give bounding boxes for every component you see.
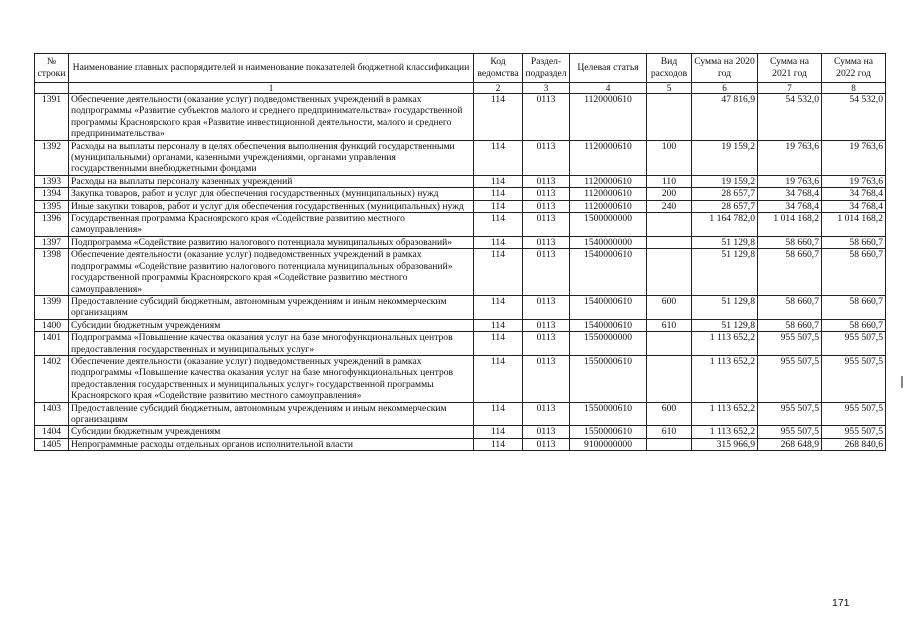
row-number-cell: 1398 [35,249,69,296]
column-number: 5 [647,83,692,94]
sum-2020-cell: 51 129,8 [692,249,758,296]
row-name-cell: Субсидии бюджетным учреждениям [69,426,474,438]
target-article-cell: 1120000610 [570,94,647,141]
header-department-code: Код ведомства [474,54,523,83]
target-article-cell: 9100000000 [570,438,647,450]
section-cell: 0113 [523,319,570,331]
row-name-cell: Непрограммные расходы отдельных органов исполнительной власти [69,438,474,450]
expense-type-cell: 110 [647,175,692,187]
target-article-cell: 1540000000 [570,236,647,248]
section-cell: 0113 [523,200,570,212]
sum-2021-cell: 955 507,5 [758,332,822,356]
sum-2022-cell: 58 660,7 [822,295,886,319]
sum-2021-cell: 54 532,0 [758,94,822,141]
row-name-cell: Обеспечение деятельности (оказание услуг) подведомственных учреждений в рамках подпрограммы «Развитие субъектов малого и среднего предпринимательства» государственной программы Красноярского края «Развитие инвестиционной деятельности, малого и среднего предпринимательства» [69,94,474,141]
department-code-cell: 114 [474,213,523,237]
target-article-cell: 1120000610 [570,175,647,187]
expense-type-cell [647,249,692,296]
column-number: 6 [692,83,758,94]
target-article-cell: 1540000610 [570,295,647,319]
budget-table [34,53,886,451]
table-header-row [35,54,886,83]
sum-2022-cell: 19 763,6 [822,175,886,187]
expense-type-cell [647,355,692,402]
section-cell: 0113 [523,332,570,356]
sum-2022-cell: 955 507,5 [822,402,886,426]
sum-2020-cell: 1 164 782,0 [692,213,758,237]
section-cell: 0113 [523,236,570,248]
section-cell: 0113 [523,94,570,141]
row-name-cell: Государственная программа Красноярского края «Содействие развитию местного самоуправления» [69,213,474,237]
sum-2022-cell: 1 014 168,2 [822,213,886,237]
sum-2022-cell: 54 532,0 [822,94,886,141]
target-article-cell: 1550000000 [570,332,647,356]
row-name-cell: Расходы на выплаты персоналу в целях обеспечения выполнения функций государственными (муниципальными) органами, казенными учреждениями, органами управления государственными внебюджетными фондами [69,140,474,175]
table-row [35,140,886,175]
header-name: Наименование главных распорядителей и наименование показателей бюджетной классификации [69,54,474,83]
header-expense-type: Вид расходов [647,54,692,83]
table-row [35,236,886,248]
department-code-cell: 114 [474,140,523,175]
row-number-cell: 1401 [35,332,69,356]
sum-2020-cell: 51 129,8 [692,319,758,331]
row-number-cell: 1404 [35,426,69,438]
header-sum-2021: Сумма на 2021 год [758,54,822,83]
target-article-cell: 1550000610 [570,426,647,438]
sum-2020-cell: 19 159,2 [692,175,758,187]
row-name-cell: Обеспечение деятельности (оказание услуг) подведомственных учреждений в рамках подпрограммы «Содействие развитию налогового потенциала муниципальных образований» государственной программы Красноярского края «Содействие развитию местного самоуправления» [69,249,474,296]
expense-type-cell: 600 [647,295,692,319]
table-row [35,332,886,356]
section-cell: 0113 [523,438,570,450]
row-name-cell: Расходы на выплаты персоналу казенных учреждений [69,175,474,187]
sum-2022-cell: 268 840,6 [822,438,886,450]
table-row [35,175,886,187]
table-row [35,355,886,402]
department-code-cell: 114 [474,236,523,248]
row-number-cell: 1400 [35,319,69,331]
department-code-cell: 114 [474,175,523,187]
sum-2021-cell: 1 014 168,2 [758,213,822,237]
row-number-cell: 1394 [35,188,69,200]
row-name-cell: Субсидии бюджетным учреждениям [69,319,474,331]
sum-2022-cell: 58 660,7 [822,319,886,331]
row-number-cell: 1396 [35,213,69,237]
row-number-cell: 1399 [35,295,69,319]
sum-2020-cell: 1 113 652,2 [692,355,758,402]
section-cell: 0113 [523,355,570,402]
table-row [35,200,886,212]
section-cell: 0113 [523,402,570,426]
header-sum-2022: Сумма на 2022 год [822,54,886,83]
section-cell: 0113 [523,175,570,187]
section-cell: 0113 [523,426,570,438]
department-code-cell: 114 [474,200,523,212]
table-row [35,295,886,319]
row-name-cell: Закупка товаров, работ и услуг для обеспечения государственных (муниципальных) нужд [69,188,474,200]
header-section: Раздел-подраздел [523,54,570,83]
sum-2022-cell: 955 507,5 [822,332,886,356]
expense-type-cell: 100 [647,140,692,175]
target-article-cell: 1120000610 [570,188,647,200]
sum-2021-cell: 58 660,7 [758,295,822,319]
sum-2021-cell: 58 660,7 [758,319,822,331]
row-number-cell: 1393 [35,175,69,187]
expense-type-cell: 610 [647,319,692,331]
header-row-number: № строки [35,54,69,83]
header-sum-2020: Сумма на 2020 год [692,54,758,83]
expense-type-cell: 240 [647,200,692,212]
expense-type-cell: 600 [647,402,692,426]
table-row [35,438,886,450]
section-cell: 0113 [523,140,570,175]
sum-2020-cell: 28 657,7 [692,200,758,212]
sum-2021-cell: 955 507,5 [758,402,822,426]
expense-type-cell: 200 [647,188,692,200]
target-article-cell: 1120000610 [570,200,647,212]
section-cell: 0113 [523,295,570,319]
department-code-cell: 114 [474,426,523,438]
sum-2022-cell: 58 660,7 [822,236,886,248]
row-number-cell: 1402 [35,355,69,402]
row-name-cell: Подпрограмма «Повышение качества оказания услуг на базе многофункциональных центров предоставления государственных и муниципальных услуг» [69,332,474,356]
section-cell: 0113 [523,213,570,237]
sum-2022-cell: 34 768,4 [822,200,886,212]
page-number: 171 [832,597,850,609]
sum-2021-cell: 19 763,6 [758,140,822,175]
table-row [35,249,886,296]
header-target-article: Целевая статья [570,54,647,83]
column-number: 8 [822,83,886,94]
sum-2021-cell: 34 768,4 [758,188,822,200]
table-body [35,94,886,451]
sum-2020-cell: 51 129,8 [692,236,758,248]
expense-type-cell [647,94,692,141]
sum-2022-cell: 19 763,6 [822,140,886,175]
target-article-cell: 1550000610 [570,402,647,426]
target-article-cell: 1540000610 [570,319,647,331]
expense-type-cell [647,213,692,237]
target-article-cell: 1540000610 [570,249,647,296]
sum-2022-cell: 955 507,5 [822,426,886,438]
target-article-cell: 1550000610 [570,355,647,402]
row-number-cell: 1391 [35,94,69,141]
row-number-cell: 1395 [35,200,69,212]
department-code-cell: 114 [474,249,523,296]
department-code-cell: 114 [474,355,523,402]
department-code-cell: 114 [474,332,523,356]
section-cell: 0113 [523,249,570,296]
sum-2021-cell: 19 763,6 [758,175,822,187]
scan-artifact [901,376,903,388]
sum-2020-cell: 1 113 652,2 [692,332,758,356]
row-name-cell: Иные закупки товаров, работ и услуг для обеспечения государственных (муниципальных) нужд [69,200,474,212]
sum-2021-cell: 58 660,7 [758,236,822,248]
row-number-cell: 1405 [35,438,69,450]
department-code-cell: 114 [474,438,523,450]
table-row [35,188,886,200]
row-number-cell: 1397 [35,236,69,248]
row-name-cell: Предоставление субсидий бюджетным, автономным учреждениям и иным некоммерческим организациям [69,402,474,426]
department-code-cell: 114 [474,402,523,426]
sum-2021-cell: 58 660,7 [758,249,822,296]
target-article-cell: 1500000000 [570,213,647,237]
column-number: 2 [474,83,523,94]
sum-2020-cell: 1 113 652,2 [692,426,758,438]
sum-2020-cell: 47 816,9 [692,94,758,141]
expense-type-cell: 610 [647,426,692,438]
table-row [35,213,886,237]
column-number: 4 [570,83,647,94]
sum-2022-cell: 58 660,7 [822,249,886,296]
sum-2021-cell: 955 507,5 [758,426,822,438]
table-row [35,402,886,426]
column-number [35,83,69,94]
sum-2020-cell: 28 657,7 [692,188,758,200]
expense-type-cell [647,236,692,248]
sum-2021-cell: 268 648,9 [758,438,822,450]
sum-2020-cell: 51 129,8 [692,295,758,319]
table-row [35,319,886,331]
column-number: 7 [758,83,822,94]
expense-type-cell [647,332,692,356]
row-number-cell: 1392 [35,140,69,175]
target-article-cell: 1120000610 [570,140,647,175]
department-code-cell: 114 [474,319,523,331]
column-number: 1 [69,83,474,94]
department-code-cell: 114 [474,94,523,141]
department-code-cell: 114 [474,295,523,319]
row-name-cell: Обеспечение деятельности (оказание услуг) подведомственных учреждений в рамках подпрограммы «Повышение качества оказания услуг на базе многофункциональных центров предоставления государственных и муниципальных услуг» государственной программы Красноярского края «Содействие развитию местного самоуправления» [69,355,474,402]
column-number-row [35,83,886,94]
table-row [35,426,886,438]
sum-2021-cell: 955 507,5 [758,355,822,402]
row-name-cell: Подпрограмма «Содействие развитию налогового потенциала муниципальных образований» [69,236,474,248]
row-number-cell: 1403 [35,402,69,426]
expense-type-cell [647,438,692,450]
row-name-cell: Предоставление субсидий бюджетным, автономным учреждениям и иным некоммерческим организациям [69,295,474,319]
sum-2022-cell: 955 507,5 [822,355,886,402]
sum-2020-cell: 315 966,9 [692,438,758,450]
sum-2020-cell: 1 113 652,2 [692,402,758,426]
section-cell: 0113 [523,188,570,200]
table-row [35,94,886,141]
department-code-cell: 114 [474,188,523,200]
column-number: 3 [523,83,570,94]
sum-2020-cell: 19 159,2 [692,140,758,175]
sum-2022-cell: 34 768,4 [822,188,886,200]
sum-2021-cell: 34 768,4 [758,200,822,212]
